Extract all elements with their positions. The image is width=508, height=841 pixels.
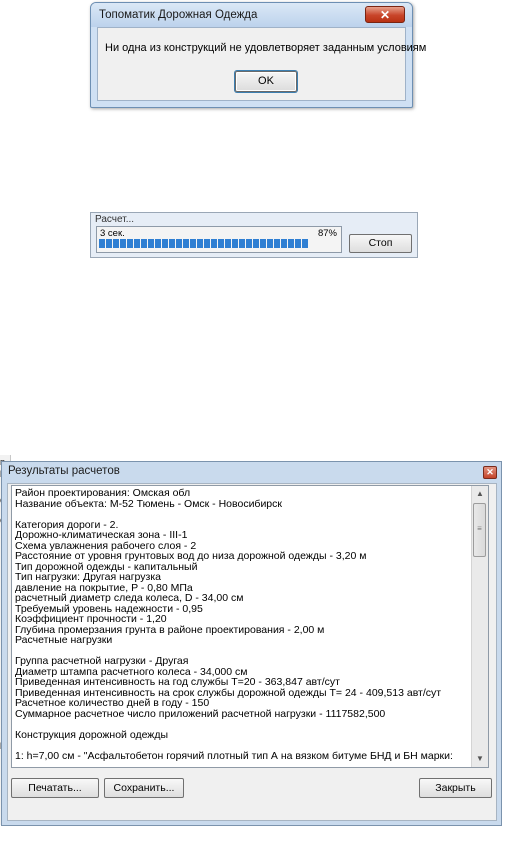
progress-segment (295, 239, 301, 248)
result-line: Конструкция дорожной одежды (15, 729, 168, 740)
progress-segment (148, 239, 154, 248)
progress-segment (197, 239, 203, 248)
result-line: Коэффициент прочности - 1,20 (15, 614, 167, 625)
progress-panel (96, 226, 342, 253)
progress-segment (106, 239, 112, 248)
result-line: Тип дорожной одежды - капитальный (15, 561, 198, 572)
progress-percent: 87% (317, 228, 337, 239)
result-line: давление на покрытие, P - 0,80 МПа (15, 582, 193, 593)
progress-segment (239, 239, 245, 248)
print-button[interactable]: Печатать... (11, 778, 99, 798)
message-dialog (90, 2, 427, 108)
result-line: расчетный диаметр следа колеса, D - 34,00 см (15, 593, 244, 604)
progress-segment (232, 239, 238, 248)
progress-segment (260, 239, 266, 248)
result-line: Требуемый уровень надежности - 0,95 (15, 603, 203, 614)
progress-segment (99, 239, 105, 248)
result-line (15, 646, 468, 657)
progress-segment (141, 239, 147, 248)
result-line: 1: h=7,00 см - "Асфальтобетон горячий плотный тип А на вязком битуме БНД и БН марки: (15, 750, 453, 761)
stop-button[interactable]: Стоп (349, 234, 412, 253)
elapsed-time: 3 сек. (100, 228, 125, 239)
progress-segment (274, 239, 280, 248)
result-line (15, 509, 468, 520)
progress-segment (120, 239, 126, 248)
progress-segment (302, 239, 308, 248)
progress-segment (204, 239, 210, 248)
result-line: Диаметр штампа расчетного колеса - 34,000 см (15, 666, 248, 677)
progress-segment (113, 239, 119, 248)
result-line: Категория дороги - 2. (15, 519, 119, 530)
result-line: Название объекта: М-52 Тюмень - Омск - Новосибирск (15, 498, 282, 509)
result-line: Расчетное количество дней в году - 150 (15, 698, 210, 709)
progress-segment (218, 239, 224, 248)
progress-segment (288, 239, 294, 248)
results-text-area[interactable] (11, 485, 489, 768)
progress-title: Расчет... (95, 214, 135, 225)
scroll-down-icon[interactable]: ▼ (476, 754, 484, 763)
results-body (7, 483, 497, 821)
progress-segment (183, 239, 189, 248)
results-title: Результаты расчетов (8, 465, 120, 477)
result-line: Глубина промерзания грунта в районе проектирования - 2,00 м (15, 624, 325, 635)
save-button[interactable]: Сохранить... (104, 778, 184, 798)
result-line: Группа расчетной нагрузки - Другая (15, 656, 189, 667)
progress-segment (134, 239, 140, 248)
progress-segment (253, 239, 259, 248)
ok-button[interactable]: OK (235, 71, 297, 92)
close-icon[interactable]: ✕ (483, 466, 497, 479)
result-line: Приведенная интенсивность на год службы T=20 - 363,847 авт/сут (15, 677, 340, 688)
dialog-title: Топоматик Дорожная Одежда (91, 3, 412, 27)
progress-segment (155, 239, 161, 248)
progress-segment (281, 239, 287, 248)
result-line: Дорожно-климатическая зона - III-1 (15, 530, 188, 541)
progress-dialog (90, 212, 418, 258)
dialog-message: Ни одна из конструкций не удовлетворяет заданным условиям (105, 42, 427, 54)
progress-segment (127, 239, 133, 248)
progress-segment (190, 239, 196, 248)
result-line (15, 719, 468, 730)
progress-segment (267, 239, 273, 248)
close-icon[interactable]: ✕ (365, 6, 405, 23)
dialog-body (97, 27, 427, 101)
progress-segment (176, 239, 182, 248)
close-button[interactable]: Закрыть (419, 778, 492, 798)
progress-segment (211, 239, 217, 248)
progress-segment (246, 239, 252, 248)
scroll-up-icon[interactable]: ▲ (476, 489, 484, 498)
scroll-thumb[interactable]: ≡ (473, 503, 486, 557)
results-lines (15, 488, 468, 761)
result-line: Расстояние от уровня грунтовых вод до низа дорожной одежды - 3,20 м (15, 551, 367, 562)
progress-segment (169, 239, 175, 248)
result-line: Приведенная интенсивность на срок службы дорожной одежды T= 24 - 409,513 авт/сут (15, 687, 442, 698)
progress-segment (162, 239, 168, 248)
vertical-scrollbar[interactable] (471, 486, 488, 767)
progress-bar (99, 239, 337, 248)
result-line: Суммарное расчетное число приложений расчетной нагрузки - 1117582,500 (15, 708, 386, 719)
result-line: Тип нагрузки: Другая нагрузка (15, 572, 162, 583)
results-window (1, 461, 502, 826)
progress-segment (225, 239, 231, 248)
result-line: Район проектирования: Омская обл (15, 488, 191, 499)
result-line: Схема увлажнения рабочего слоя - 2 (15, 540, 197, 551)
result-line: Расчетные нагрузки (15, 635, 113, 646)
result-line (15, 740, 468, 751)
